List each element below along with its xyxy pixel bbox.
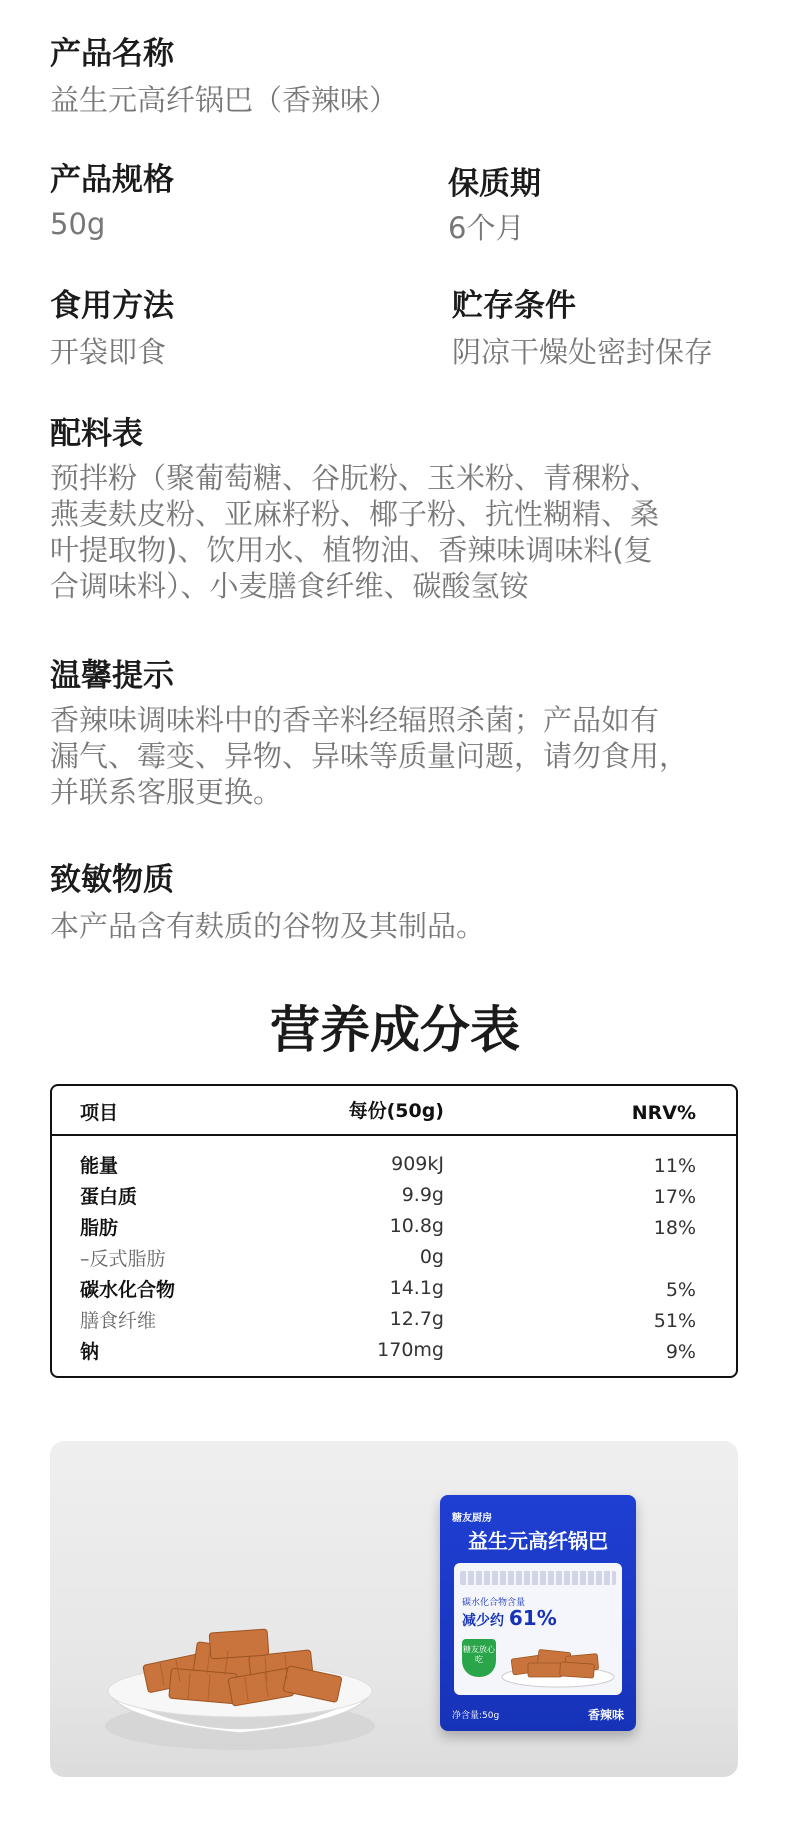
product-name-label: 产品名称 bbox=[50, 36, 174, 72]
row-item-energy: 能量 bbox=[80, 1155, 119, 1177]
nutrition-table-header bbox=[52, 1086, 736, 1136]
storage-label: 贮存条件 bbox=[452, 288, 576, 324]
package-badge bbox=[462, 1639, 496, 1677]
header-item: 项目 bbox=[80, 1102, 119, 1124]
package-title: 益生元高纤锅巴 bbox=[468, 1529, 608, 1553]
package-sub: 碳水化合物含量 bbox=[462, 1598, 526, 1608]
row-value-trans-fat: 0g bbox=[419, 1246, 444, 1268]
nutrition-title: 营养成分表 bbox=[270, 1001, 520, 1059]
ingredients-text bbox=[50, 460, 750, 604]
row-nrv-protein: 17% bbox=[653, 1186, 696, 1208]
row-item-carbohydrate: 碳水化合物 bbox=[80, 1279, 176, 1301]
usage-label: 食用方法 bbox=[50, 288, 174, 324]
package-flavor: 香辣味 bbox=[587, 1708, 624, 1722]
spec-value: 50g bbox=[50, 207, 106, 241]
ingredients-line: 合调味料）、小麦膳食纤维、碳酸氢铵 bbox=[50, 569, 529, 603]
header-per-serving: 每份(50g) bbox=[348, 1100, 444, 1122]
product-name-value: 益生元高纤锅巴（香辣味） bbox=[50, 83, 399, 117]
allergen-label: 致敏物质 bbox=[50, 862, 174, 898]
snack-plate-image bbox=[90, 1561, 390, 1761]
tips-line: 并联系客服更换。 bbox=[50, 775, 283, 809]
row-nrv-energy: 11% bbox=[653, 1155, 696, 1177]
package-brand: 糖友厨房 bbox=[452, 1513, 492, 1524]
package-panel bbox=[454, 1563, 622, 1695]
row-item-fat: 脂肪 bbox=[80, 1217, 119, 1239]
package-reduction-value: 61% bbox=[508, 1606, 557, 1630]
ingredients-line: 叶提取物)、饮用水、植物油、香辣味调味料(复 bbox=[50, 533, 653, 567]
usage-value: 开袋即食 bbox=[50, 335, 167, 369]
row-value-protein: 9.9g bbox=[401, 1184, 444, 1206]
shelf-life-value: 6个月 bbox=[448, 211, 525, 245]
row-value-fat: 10.8g bbox=[389, 1215, 444, 1237]
ingredients-label: 配料表 bbox=[50, 416, 143, 452]
row-value-dietary-fiber: 12.7g bbox=[389, 1308, 444, 1330]
product-package bbox=[440, 1495, 636, 1731]
row-item-protein: 蛋白质 bbox=[80, 1186, 138, 1208]
row-item-dietary-fiber: 膳食纤维 bbox=[80, 1310, 157, 1332]
row-nrv-sodium: 9% bbox=[665, 1341, 696, 1363]
allergen-value: 本产品含有麸质的谷物及其制品。 bbox=[50, 909, 486, 943]
package-fine-print bbox=[460, 1571, 616, 1585]
row-value-carbohydrate: 14.1g bbox=[389, 1277, 444, 1299]
row-value-sodium: 170mg bbox=[377, 1339, 444, 1361]
package-reduction bbox=[462, 1606, 557, 1630]
spec-label: 产品规格 bbox=[50, 162, 174, 198]
tips-text bbox=[50, 702, 750, 810]
ingredients-line: 预拌粉（聚葡萄糖、谷朊粉、玉米粉、青稞粉、 bbox=[50, 461, 660, 495]
tips-line: 香辣味调味料中的香辛料经辐照杀菌；产品如有 bbox=[50, 703, 660, 737]
product-photo bbox=[50, 1441, 738, 1777]
ingredients-line: 燕麦麸皮粉、亚麻籽粉、椰子粉、抗性糊精、桑 bbox=[50, 497, 660, 531]
row-value-energy: 909kJ bbox=[391, 1153, 444, 1175]
badge-text: 糖友放心吃 bbox=[463, 1645, 495, 1664]
row-item-trans-fat: –反式脂肪 bbox=[80, 1248, 166, 1270]
tips-label: 温馨提示 bbox=[50, 658, 174, 694]
storage-value: 阴凉干燥处密封保存 bbox=[452, 335, 714, 369]
shelf-life-label: 保质期 bbox=[448, 166, 541, 202]
row-nrv-dietary-fiber: 51% bbox=[653, 1310, 696, 1332]
row-nrv-carbohydrate: 5% bbox=[665, 1279, 696, 1301]
package-reduction-prefix: 减少约 bbox=[462, 1613, 504, 1629]
tips-line: 漏气、霉变、异物、异味等质量问题，请勿食用， bbox=[50, 739, 689, 773]
row-item-sodium: 钠 bbox=[80, 1341, 100, 1363]
header-nrv: NRV% bbox=[631, 1102, 696, 1124]
package-snack-image bbox=[498, 1629, 618, 1689]
row-nrv-fat: 18% bbox=[653, 1217, 696, 1239]
nutrition-table bbox=[50, 1084, 738, 1378]
package-weight: 净含量:50g bbox=[452, 1711, 500, 1721]
